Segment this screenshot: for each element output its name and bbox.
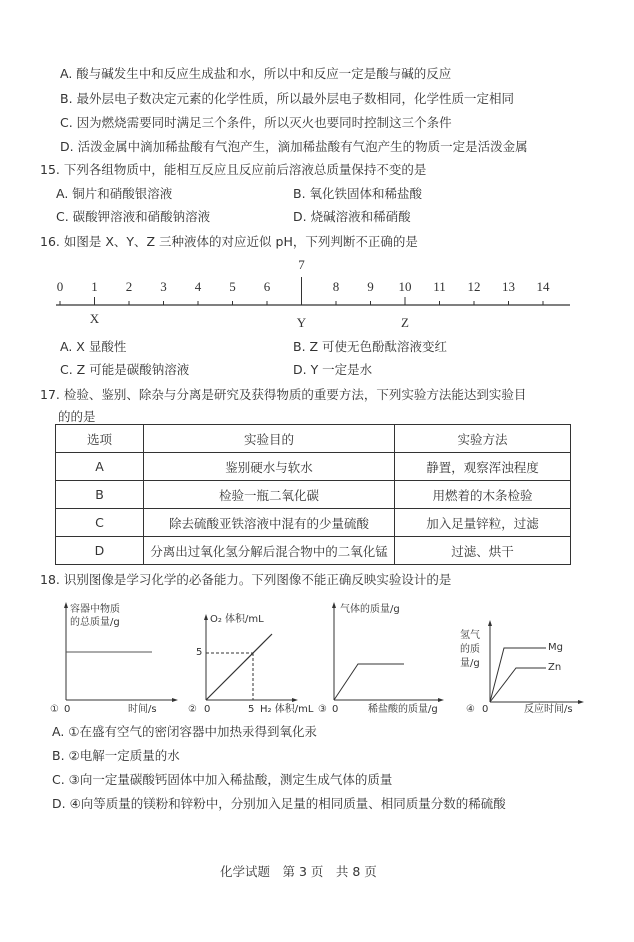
tick-label: 2 [125,279,133,294]
tick-label: 14 [536,279,550,294]
tick-label: 13 [502,279,515,294]
marker-z: Z [401,315,409,330]
graph-number: ③ [318,704,327,715]
graph-number: ④ [466,704,475,715]
tick-label: 6 [263,279,271,294]
tick-label: 4 [194,279,202,294]
q15-option-b: B. 氧化铁固体和稀盐酸 [293,186,423,201]
q18-option-b: B. ②电解一定质量的水 [52,748,180,763]
cell: 除去硫酸亚铁溶液中混有的少量硫酸 [144,509,395,537]
y-label: 气体的质量/g [340,604,400,615]
x-label: 稀盐酸的质量/g [368,704,438,715]
q17-stem: 17. 检验、鉴别、除杂与分离是研究及获得物质的重要方法，下列实验方法能达到实验目 [40,387,527,402]
graph-1 [48,600,178,718]
tick-label: 5 [229,279,236,294]
y-label: 的总质量/g [70,617,120,628]
q15-option-a: A. 铜片和硝酸银溶液 [56,186,173,201]
cell: D [56,537,144,565]
tick-label: 0 [56,279,64,294]
header-cell: 选项 [56,425,144,453]
x-label: 时间/s [128,704,157,715]
y-label: 的质 [460,644,480,655]
y-label: O₂ 体积/mL [210,614,264,625]
q18-stem: 18. 识别图像是学习化学的必备能力。下列图像不能正确反映实验设计的是 [40,572,452,587]
cell: 加入足量锌粒，过滤 [395,509,571,537]
q16-option-a: A. X 显酸性 [60,339,127,354]
q18-option-d: D. ④向等质量的镁粉和锌粉中，分别加入足量的相同质量、相同质量分数的稀硫酸 [52,796,506,811]
cell: B [56,481,144,509]
table-row [56,537,571,565]
q18-option-c: C. ③向一定量碳酸钙固体中加入稀盐酸，测定生成气体的质量 [52,772,393,787]
page-footer: 化学试题 第 3 页 共 8 页 [220,864,377,879]
tick-label: 11 [433,279,446,294]
cell: 分离出过氧化氢分解后混合物中的二氧化锰 [144,537,395,565]
q18-option-a: A. ①在盛有空气的密闭容器中加热汞得到氧化汞 [52,724,317,739]
cell: 用燃着的木条检验 [395,481,571,509]
graph-number: ① [50,704,59,715]
table-row [56,481,571,509]
graph-2 [186,612,316,718]
q15-option-c: C. 碳酸钾溶液和硝酸钠溶液 [56,209,211,224]
cell: 检验一瓶二氧化碳 [144,481,395,509]
ph-number-line [40,255,600,335]
tick-label: 9 [367,279,374,294]
tick-label: 10 [398,279,412,294]
q15-option-d: D. 烧碱溶液和稀硝酸 [293,209,411,224]
cell: C [56,509,144,537]
q14-option-d: D. 活泼金属中滴加稀盐酸有气泡产生，滴加稀盐酸有气泡产生的物质一定是活泼金属 [60,139,528,154]
origin-label: 0 [482,704,489,715]
cell: 鉴别硬水与软水 [144,453,395,481]
q17-table [55,424,571,565]
y-label: 容器中物质 [70,604,120,615]
origin-label: 0 [332,704,339,715]
cell: 过滤、烘干 [395,537,571,565]
tick-label: 3 [160,279,167,294]
origin-label: 0 [64,704,71,715]
graph-3 [316,600,446,718]
table-row [56,453,571,481]
q16-stem: 16. 如图是 X、Y、Z 三种液体的对应近似 pH，下列判断不正确的是 [40,234,418,249]
q17-stem-cont: 的的是 [58,409,96,424]
q16-option-b: B. Z 可使无色酚酞溶液变红 [293,339,448,354]
x-label: 反应时间/s [524,704,573,715]
graph-4 [432,618,592,718]
q16-option-d: D. Y 一定是水 [293,362,373,377]
q15-stem: 15. 下列各组物质中，能相互反应且反应前后溶液总质量保持不变的是 [40,162,427,177]
tick-label: 8 [332,279,340,294]
origin-label: 0 [204,704,211,715]
x-tick: 5 [248,704,255,715]
marker-x: X [89,311,100,326]
marker-y: Y [296,315,307,330]
cell: A [56,453,144,481]
y-label: 量/g [460,658,480,669]
table-row [56,509,571,537]
header-cell: 实验目的 [144,425,395,453]
tick-label: 1 [91,279,98,294]
table-header [56,425,571,453]
series-label-mg: Mg [548,642,563,653]
q14-option-c: C. 因为燃烧需要同时满足三个条件，所以灭火也要同时控制这三个条件 [60,115,452,130]
q16-option-c: C. Z 可能是碳酸钠溶液 [60,362,190,377]
graph-number: ② [188,704,197,715]
y-label: 氢气 [460,630,480,641]
tick-label: 12 [467,279,481,294]
q14-option-a: A. 酸与碱发生中和反应生成盐和水，所以中和反应一定是酸与碱的反应 [60,66,452,81]
q14-option-b: B. 最外层电子数决定元素的化学性质，所以最外层电子数相同，化学性质一定相同 [60,91,515,106]
header-cell: 实验方法 [395,425,571,453]
series-label-zn: Zn [548,662,562,673]
cell: 静置，观察浑浊程度 [395,453,571,481]
x-label: H₂ 体积/mL [260,704,314,715]
tick-label: 7 [298,257,305,272]
y-tick: 5 [196,647,203,658]
